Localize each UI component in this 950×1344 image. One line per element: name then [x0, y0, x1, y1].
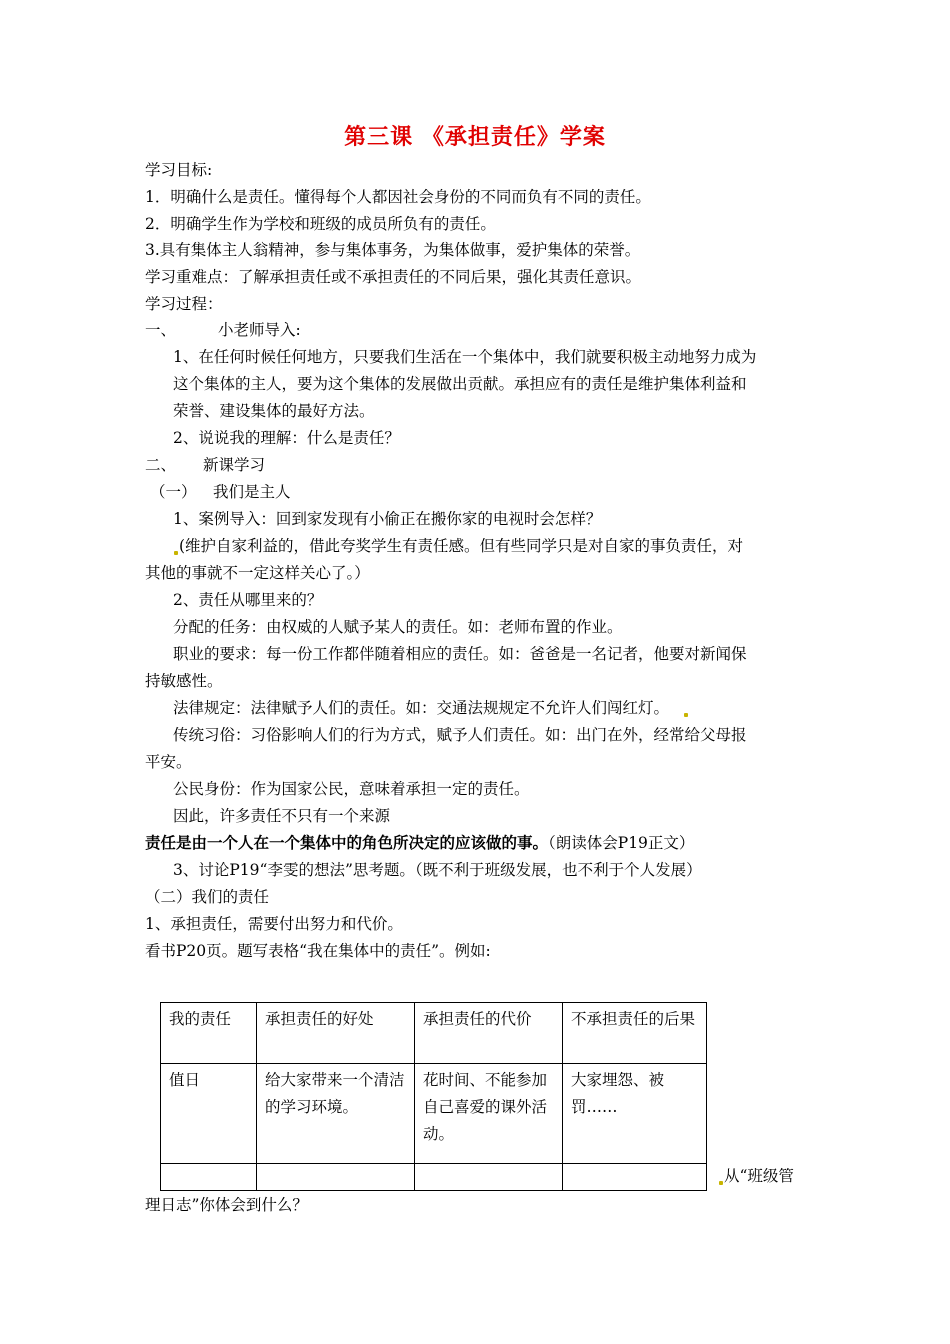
tail-line-1-text: 从“班级管: [724, 1167, 794, 1185]
table-cell: 大家埋怨、被罚……: [563, 1064, 707, 1164]
case-intro: 1、案例导入：回到家发现有小偷正在搬你家的电视时会怎样？: [173, 510, 602, 528]
source-assigned: 分配的任务：由权威的人赋予某人的责任。如：老师布置的作业。: [173, 618, 623, 636]
source-law-text: 法律规定：法律赋予人们的责任。如：交通法规规定不允许人们闯红灯。: [173, 699, 670, 717]
intro-line-3: 荣誉、建设集体的最好方法。: [173, 402, 375, 420]
read-line: 看书P20页。题写表格“我在集体中的责任”。例如:: [145, 942, 491, 960]
table-cell: 给大家带来一个清洁的学习环境。: [257, 1064, 415, 1164]
source-citizen: 公民身份：作为国家公民，意味着承担一定的责任。: [173, 780, 530, 798]
goals-heading: 学习目标:: [145, 161, 213, 179]
definition-note: （朗读体会P19正文）: [548, 834, 695, 852]
table-header-cell: 我的责任: [161, 1003, 257, 1064]
key-point: 学习重难点：了解承担责任或不承担责任的不同后果，强化其责任意识。: [145, 268, 642, 286]
therefore-line: 因此，许多责任不只有一个来源: [173, 807, 391, 825]
table-cell: 花时间、不能参加自己喜爱的课外活动。: [415, 1064, 563, 1164]
section-2-title: 新课学习: [203, 456, 266, 474]
table-row: [161, 1064, 707, 1164]
table-header-cell: 承担责任的好处: [257, 1003, 415, 1064]
table-cell: 值日: [161, 1064, 257, 1164]
goal-2: 2．明确学生作为学校和班级的成员所负有的责任。: [145, 215, 496, 233]
source-custom-2: 平安。: [145, 753, 192, 771]
table-cell: [563, 1164, 707, 1191]
table-cell: [415, 1164, 563, 1191]
source-law: [173, 698, 689, 718]
dot-mark: [684, 713, 688, 717]
table-header-cell: 承担责任的代价: [415, 1003, 563, 1064]
responsibility-table: [160, 1002, 707, 1191]
intro-line-2: 这个集体的主人，要为这个集体的发展做出贡献。承担应有的责任是维护集体利益和: [173, 375, 747, 393]
case-note-1: [173, 536, 743, 556]
tail-line-2: 理日志”你体会到什么？: [145, 1196, 308, 1214]
table-header-row: [161, 1003, 707, 1064]
page-title: 第三课 《承担责任》学案: [344, 124, 606, 150]
table-header-cell: 不承担责任的后果: [563, 1003, 707, 1064]
source-job-2: 持敏感性。: [145, 672, 223, 690]
subsection-1-title: 我们是主人: [213, 483, 291, 501]
section-2-number: 二、: [145, 456, 177, 474]
subsection-1-number: （一）: [150, 483, 197, 501]
goal-1: 1．明确什么是责任。懂得每个人都因社会身份的不同而负有不同的责任。: [145, 188, 651, 206]
intro-item-2: 2、说说我的理解：什么是责任？: [173, 429, 400, 447]
section-1-number: 一、: [145, 321, 177, 339]
source-question: 2、责任从哪里来的？: [173, 591, 323, 609]
subsection-2-title: （二）我们的责任: [145, 888, 270, 906]
table-row: [161, 1164, 707, 1191]
case-note-2: 其他的事就不一定这样关心了。）: [145, 564, 370, 582]
goal-3: 3.具有集体主人翁精神，参与集体事务，为集体做事，爱护集体的荣誉。: [145, 241, 641, 259]
case-note-1-text: (维护自家利益的，借此夸奖学生有责任感。但有些同学只是对自家的事负责任，对: [179, 537, 744, 555]
intro-line-1: 1、在任何时候任何地方，只要我们生活在一个集体中，我们就要积极主动地努力成为: [173, 348, 757, 366]
definition-bold: 责任是由一个人在一个集体中的角色所决定的应该做的事。: [145, 833, 549, 852]
process-heading: 学习过程：: [145, 295, 223, 313]
discussion-line: 3、讨论P19“李雯的想法”思考题。（既不利于班级发展，也不利于个人发展）: [173, 861, 702, 879]
source-custom-1: 传统习俗：习俗影响人们的行为方式，赋予人们责任。如：出门在外，经常给父母报: [173, 726, 747, 744]
table-cell: [257, 1164, 415, 1191]
section-1-title: 小老师导入:: [218, 321, 301, 339]
dot-mark: [174, 551, 178, 555]
dot-mark: [719, 1181, 723, 1185]
tail-line-1: [718, 1166, 794, 1186]
source-job-1: 职业的要求：每一份工作都伴随着相应的责任。如：爸爸是一名记者，他要对新闻保: [173, 645, 747, 663]
cost-line: 1、承担责任，需要付出努力和代价。: [145, 915, 403, 933]
definition-line: [145, 833, 694, 853]
table-cell: [161, 1164, 257, 1191]
